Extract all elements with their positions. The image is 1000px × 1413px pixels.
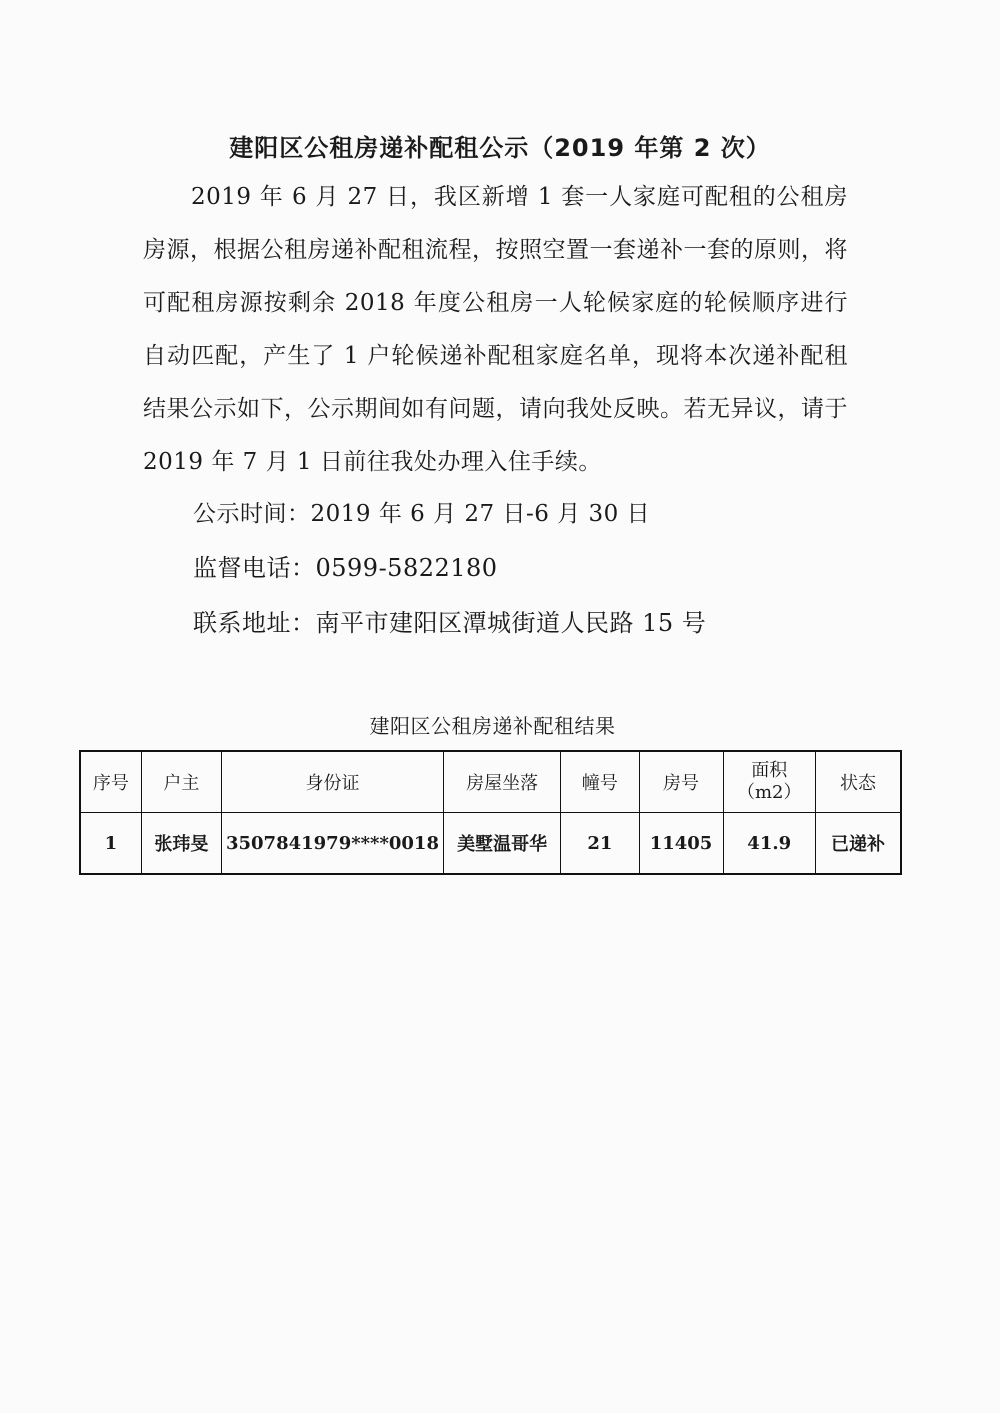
cell-location: 美墅温哥华	[443, 813, 560, 875]
header-room: 房号	[639, 751, 723, 813]
table-header-row	[80, 751, 901, 813]
header-area	[723, 751, 815, 813]
cell-seq: 1	[80, 813, 141, 875]
announcement-paragraph: 2019 年 6 月 27 日，我区新增 1 套一人家庭可配租的公租房房源，根据公租房递补配租流程，按照空置一套递补一套的原则，将可配租房源按剩余 2018 年度公租房一人轮候家庭的轮候顺序进行自动匹配，产生了 1 户轮候递补配租家庭名单，现将本次递补配租结果公示如下，公示期间如有问题，请向我处反映。若无异议，请于 2019 年 7 月 1 日前往我处办理入住手续。	[143, 184, 848, 475]
header-location: 房屋坐落	[443, 751, 560, 813]
header-building: 幢号	[561, 751, 639, 813]
header-id-card: 身份证	[221, 751, 443, 813]
result-table	[79, 750, 902, 875]
contact-address: 联系地址：南平市建阳区潭城街道人民路 15 号	[193, 609, 707, 637]
cell-status: 已递补	[815, 813, 901, 875]
header-status: 状态	[815, 751, 901, 813]
cell-building: 21	[561, 813, 639, 875]
cell-area: 41.9	[723, 813, 815, 875]
cell-id-card: 3507841979****0018	[221, 813, 443, 875]
cell-owner: 张玮旻	[141, 813, 221, 875]
table-row	[80, 813, 901, 875]
header-area-label: 面积	[751, 760, 788, 781]
header-area-unit: （m2）	[736, 782, 802, 803]
header-seq: 序号	[80, 751, 141, 813]
cell-room: 11405	[639, 813, 723, 875]
table-caption: 建阳区公租房递补配租结果	[369, 714, 616, 738]
supervision-phone: 监督电话：0599-5822180	[193, 554, 498, 582]
header-owner: 户主	[141, 751, 221, 813]
notice-period: 公示时间：2019 年 6 月 27 日-6 月 30 日	[193, 501, 651, 527]
document-title: 建阳区公租房递补配租公示（2019 年第 2 次）	[229, 134, 771, 162]
